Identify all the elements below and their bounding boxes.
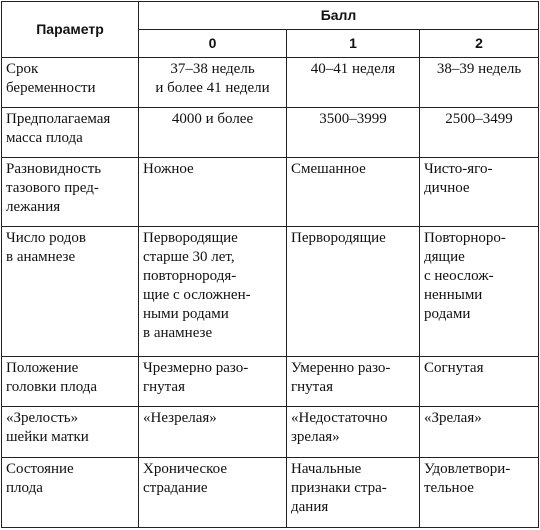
table-row	[2, 158, 539, 226]
row-param: Положение головки плода	[2, 357, 139, 407]
row-score-2: 2500–3499	[420, 108, 539, 158]
row-score-2: Согнутая	[420, 357, 539, 407]
row-param: Состояние плода	[2, 457, 139, 527]
row-score-0: 37–38 недель и более 41 недели	[139, 58, 287, 108]
table-row	[2, 58, 539, 108]
row-score-1: 3500–3999	[287, 108, 420, 158]
row-score-1: «Недостаточно зрелая»	[287, 407, 420, 457]
row-param: Число родов в анамнезе	[2, 226, 139, 357]
row-param: «Зрелость» шейки матки	[2, 407, 139, 457]
row-score-0: «Незрелая»	[139, 407, 287, 457]
row-score-0: Чрезмерно разо- гнутая	[139, 357, 287, 407]
row-param: Срок беременности	[2, 58, 139, 108]
score-table	[1, 1, 539, 528]
table-row	[2, 108, 539, 158]
header-score: Балл	[139, 2, 539, 30]
row-score-2: Чисто-яго- дичное	[420, 158, 539, 226]
row-score-2: Повторноро- дящие с неослож- ненными родами	[420, 226, 539, 357]
table-row	[2, 407, 539, 457]
table-row	[2, 226, 539, 357]
table-row	[2, 457, 539, 527]
row-score-1: 40–41 неделя	[287, 58, 420, 108]
row-param: Разновидность тазового пред- лежания	[2, 158, 139, 226]
row-score-2: «Зрелая»	[420, 407, 539, 457]
header-score-2: 2	[420, 30, 539, 58]
row-score-0: Ножное	[139, 158, 287, 226]
row-score-1: Умеренно разо- гнутая	[287, 357, 420, 407]
header-score-1: 1	[287, 30, 420, 58]
row-score-0: Хроническое страдание	[139, 457, 287, 527]
row-score-2: Удовлетвори- тельное	[420, 457, 539, 527]
table-row	[2, 357, 539, 407]
row-score-2: 38–39 недель	[420, 58, 539, 108]
row-score-0: Первородящие старше 30 лет, повторнородя- щие с осложнен- ными родами в анамнезе	[139, 226, 287, 357]
row-score-1: Первородящие	[287, 226, 420, 357]
header-score-0: 0	[139, 30, 287, 58]
row-score-1: Смешанное	[287, 158, 420, 226]
row-score-1: Начальные признаки стра- дания	[287, 457, 420, 527]
row-score-0: 4000 и более	[139, 108, 287, 158]
row-param: Предполагаемая масса плода	[2, 108, 139, 158]
header-parameter: Параметр	[2, 2, 139, 58]
